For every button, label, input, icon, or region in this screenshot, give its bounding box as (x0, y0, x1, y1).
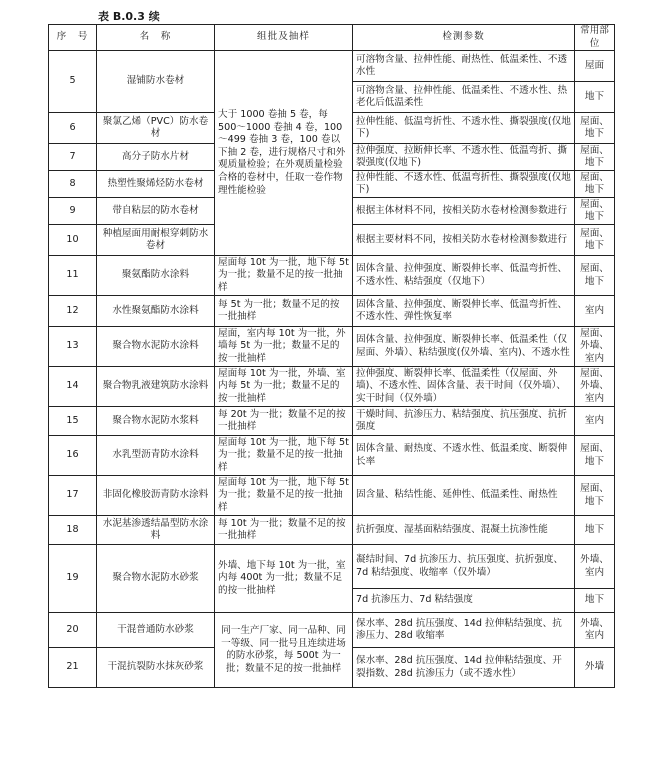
row-number: 10 (49, 225, 97, 256)
row-sampling: 屋面，室内每 10t 为一批，外墙每 5t 为一批；数量不足的按一批抽样 (215, 327, 353, 367)
row-position: 屋面、地下 (575, 436, 615, 476)
header-name: 名 称 (97, 25, 215, 51)
row-number: 14 (49, 367, 97, 407)
row-name: 聚氨酯防水涂料 (97, 256, 215, 296)
row-number: 19 (49, 545, 97, 613)
row-params: 保水率、28d 抗压强度、14d 拉伸粘结强度、抗渗压力、28d 收缩率 (353, 613, 575, 648)
header-position: 常用部位 (575, 25, 615, 51)
row-params: 固体含量、拉伸强度、断裂伸长率、低温弯折性、不透水性、粘结强度（仅地下） (353, 256, 575, 296)
row-params: 拉伸性能、不透水性、低温弯折性、撕裂强度(仅地下) (353, 171, 575, 198)
table-row (49, 327, 615, 367)
table-row (49, 256, 615, 296)
row-params: 凝结时间、7d 抗渗压力、抗压强度、抗折强度、7d 粘结强度、收缩率（仅外墙） (353, 545, 575, 589)
table-row (49, 545, 615, 589)
row-position: 屋面、地下 (575, 113, 615, 144)
row-position: 外墙、室内 (575, 545, 615, 589)
row-name: 聚合物水泥防水砂浆 (97, 545, 215, 613)
table-row (49, 516, 615, 545)
row-number: 13 (49, 327, 97, 367)
row-name: 水泥基渗透结晶型防水涂料 (97, 516, 215, 545)
row-number: 18 (49, 516, 97, 545)
table-row (49, 296, 615, 327)
row-position: 外墙 (575, 648, 615, 688)
row-name: 干混普通防水砂浆 (97, 613, 215, 648)
table-row (49, 476, 615, 516)
row-position: 屋面、外墙、室内 (575, 327, 615, 367)
row-number: 9 (49, 198, 97, 225)
row-name: 聚合物水泥防水涂料 (97, 327, 215, 367)
row-number: 20 (49, 613, 97, 648)
row-name: 高分子防水片材 (97, 144, 215, 171)
merged-sampling-cell: 大于 1000 卷抽 5 卷，每 500～1000 卷抽 4 卷，100～499 卷抽 3 卷，100 卷以下抽 2 卷，进行规格尺寸和外观质量检验；在外观质量检验合格的卷材中，任取一卷作物理性能检验 (215, 51, 353, 256)
row-sampling: 每 10t 为一批；数量不足的按一批抽样 (215, 516, 353, 545)
row-params: 拉伸性能、低温弯折性、不透水性、撕裂强度(仅地下) (353, 113, 575, 144)
row-name: 聚合物乳液建筑防水涂料 (97, 367, 215, 407)
row-params: 固体含量、拉伸强度、断裂伸长率、低温柔性（仅屋面、外墙）、粘结强度(仅外墙、室内)、不透水性 (353, 327, 575, 367)
row-params: 可溶物含量、拉伸性能、耐热性、低温柔性、不透水性 (353, 51, 575, 82)
row-name: 种植屋面用耐根穿刺防水卷材 (97, 225, 215, 256)
row-params: 拉伸强度、断裂伸长率、低温柔性（仅屋面、外墙)、不透水性、固体含量、表干时间（仅外墙）、实干时间（仅外墙） (353, 367, 575, 407)
row-position: 屋面、地下 (575, 171, 615, 198)
row-sampling: 外墙、地下每 10t 为一批，室内每 400t 为一批；数量不足的按一批抽样 (215, 545, 353, 613)
row-sampling: 屋面每 10t 为一批，外墙、室内每 5t 为一批；数量不足的按一批抽样 (215, 367, 353, 407)
row-name: 水乳型沥青防水涂料 (97, 436, 215, 476)
row-position: 屋面、地下 (575, 476, 615, 516)
row-sampling: 每 5t 为一批；数量不足的按一批抽样 (215, 296, 353, 327)
row-name: 热塑性聚烯烃防水卷材 (97, 171, 215, 198)
row-params: 根据主体材料不同，按相关防水卷材检测参数进行 (353, 198, 575, 225)
row-number: 5 (49, 51, 97, 113)
header-no: 序 号 (49, 25, 97, 51)
row-name: 水性聚氨酯防水涂料 (97, 296, 215, 327)
row-name: 带自粘层的防水卷材 (97, 198, 215, 225)
row-position: 地下 (575, 516, 615, 545)
table-row (49, 51, 615, 82)
row-number: 21 (49, 648, 97, 688)
row-params: 根据主要材料不同，按相关防水卷材检测参数进行 (353, 225, 575, 256)
row-position: 室内 (575, 296, 615, 327)
row-params: 抗折强度、湿基面粘结强度、混凝土抗渗性能 (353, 516, 575, 545)
row-name: 湿铺防水卷材 (97, 51, 215, 113)
row-params: 保水率、28d 抗压强度、14d 拉伸粘结强度、开裂指数、28d 抗渗压力（或不透水性） (353, 648, 575, 688)
row-sampling: 屋面每 10t 为一批，地下每 5t 为一批；数量不足的按一批抽样 (215, 476, 353, 516)
row-number: 16 (49, 436, 97, 476)
row-position: 地下 (575, 589, 615, 613)
row-number: 8 (49, 171, 97, 198)
row-number: 17 (49, 476, 97, 516)
row-number: 15 (49, 407, 97, 436)
row-params: 7d 抗渗压力、7d 粘结强度 (353, 589, 575, 613)
row-number: 12 (49, 296, 97, 327)
table-caption: 表 B.0.3 续 (98, 10, 160, 23)
row-sampling: 屋面每 10t 为一批，地下每 5t 为一批；数量不足的按一批抽样 (215, 256, 353, 296)
row-position: 屋面 (575, 51, 615, 82)
table-row (49, 367, 615, 407)
row-number: 6 (49, 113, 97, 144)
row-name: 干混抗裂防水抹灰砂浆 (97, 648, 215, 688)
header-sampling: 组批及抽样 (215, 25, 353, 51)
row-number: 7 (49, 144, 97, 171)
row-position: 屋面、外墙、室内 (575, 367, 615, 407)
row-number: 11 (49, 256, 97, 296)
row-position: 室内 (575, 407, 615, 436)
row-position: 屋面、地下 (575, 144, 615, 171)
table-row (49, 407, 615, 436)
row-sampling: 每 20t 为一批；数量不足的按一批抽样 (215, 407, 353, 436)
row-sampling: 同一生产厂家、同一品种、同一等级、同一批号且连续进场的防水砂浆，每 500t 为一批；数量不足的按一批抽样 (215, 613, 353, 688)
row-name: 聚氯乙烯（PVC）防水卷材 (97, 113, 215, 144)
table-row (49, 436, 615, 476)
table-row (49, 613, 615, 648)
row-name: 非固化橡胶沥青防水涂料 (97, 476, 215, 516)
header-params: 检测参数 (353, 25, 575, 51)
row-position: 地下 (575, 82, 615, 113)
row-params: 固体含量、耐热度、不透水性、低温柔度、断裂伸长率 (353, 436, 575, 476)
row-sampling: 屋面每 10t 为一批，地下每 5t 为一批；数量不足的按一批抽样 (215, 436, 353, 476)
row-position: 外墙、室内 (575, 613, 615, 648)
row-position: 屋面、地下 (575, 198, 615, 225)
row-name: 聚合物水泥防水浆料 (97, 407, 215, 436)
row-position: 屋面、地下 (575, 256, 615, 296)
table-header-row (49, 25, 615, 51)
row-position: 屋面、地下 (575, 225, 615, 256)
row-params: 干燥时间、抗渗压力、粘结强度、抗压强度、抗折强度 (353, 407, 575, 436)
row-params: 可溶物含量、拉伸性能、低温柔性、不透水性、热老化后低温柔性 (353, 82, 575, 113)
row-params: 拉伸强度、拉断伸长率、不透水性、低温弯折、撕裂强度(仅地下) (353, 144, 575, 171)
row-params: 固含量、粘结性能、延伸性、低温柔性、耐热性 (353, 476, 575, 516)
row-params: 固体含量、拉伸强度、断裂伸长率、低温弯折性、不透水性、弹性恢复率 (353, 296, 575, 327)
test-parameter-table (48, 24, 615, 688)
